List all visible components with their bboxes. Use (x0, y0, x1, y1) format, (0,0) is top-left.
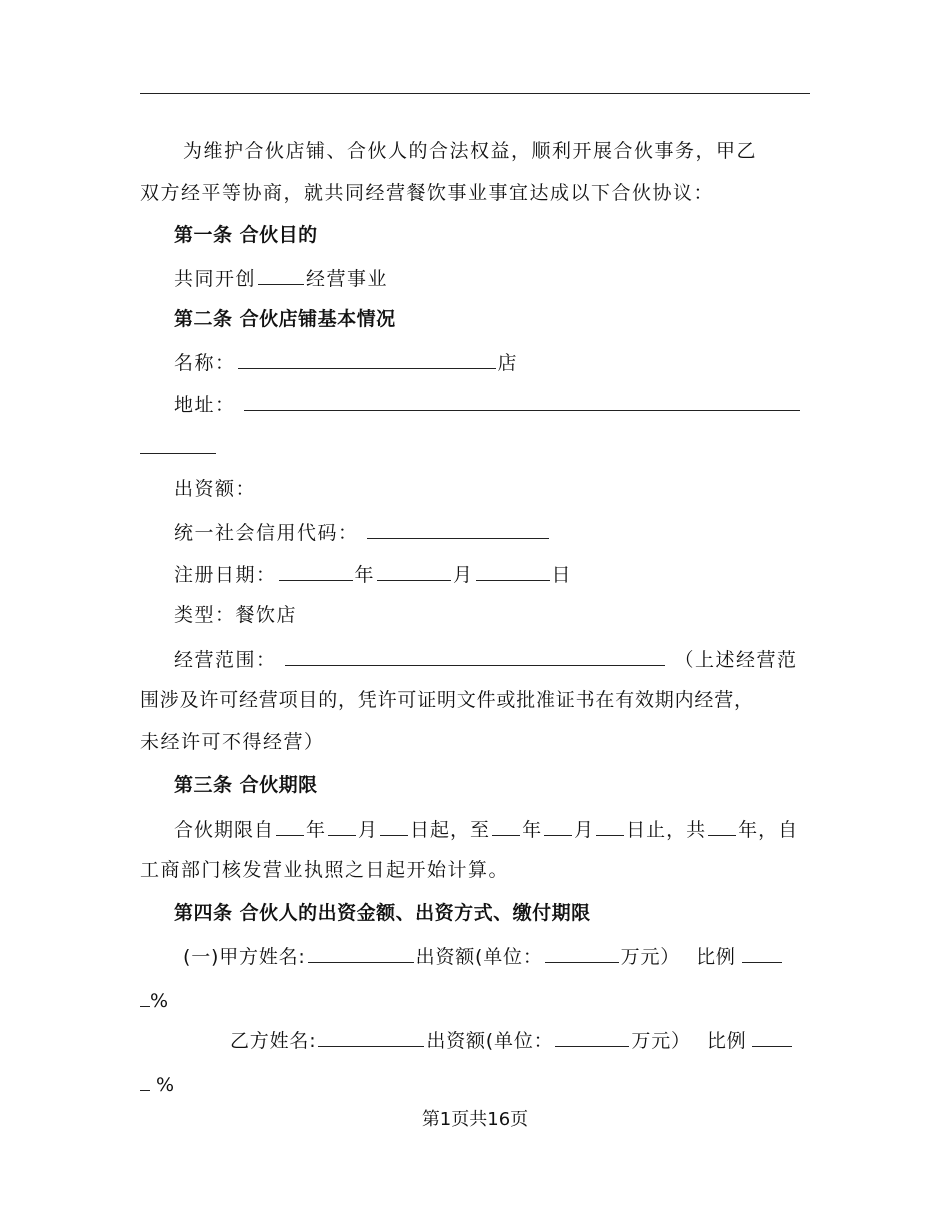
partner-a-name-blank[interactable] (308, 942, 414, 963)
partner-b-label: 乙方姓名: (230, 1030, 317, 1052)
term-line-2: 工商部门核发营业执照之日起开始计算。 (140, 859, 510, 881)
to-day-blank[interactable] (596, 815, 624, 836)
from-month-blank[interactable] (328, 815, 356, 836)
name-blank[interactable] (238, 348, 496, 369)
month-blank[interactable] (377, 560, 451, 581)
to-month-text: 月 (574, 819, 595, 841)
term-day-from: 日起，至 (410, 819, 491, 841)
intro-line-1: 为维护合伙店铺、合伙人的合法权益，顺利开展合伙事务，甲乙 (183, 140, 758, 162)
from-day-blank[interactable] (380, 815, 408, 836)
partner-a-row (183, 942, 784, 970)
address-blank-continued[interactable] (140, 453, 216, 454)
partner-b-percent: % (156, 1074, 176, 1096)
partner-b-ratio-blank-cont[interactable] (140, 1070, 150, 1091)
credit-blank[interactable] (367, 518, 549, 539)
year-blank[interactable] (279, 560, 353, 581)
registration-date-field (174, 560, 572, 588)
partner-b-contrib-label: 出资额(单位： (426, 1030, 554, 1052)
partner-b-row (230, 1026, 794, 1054)
scope-note-line-3: 未经许可不得经营） (140, 731, 325, 753)
term-from: 合伙期限自 (174, 819, 275, 841)
top-rule (140, 93, 810, 94)
year-text: 年 (354, 564, 376, 586)
page-footer: 第1页共16页 (421, 1109, 529, 1130)
partner-a-unit: 万元） (620, 946, 681, 968)
address-blank[interactable] (244, 390, 800, 411)
from-year-blank[interactable] (276, 815, 304, 836)
article-1-heading: 第一条 合伙目的 (174, 224, 318, 246)
partner-b-unit: 万元） (631, 1030, 691, 1052)
address-label: 地址： (174, 394, 236, 416)
blank-line[interactable] (258, 264, 304, 285)
partner-b-name-blank[interactable] (318, 1026, 424, 1047)
partner-a-contrib-label: 出资额(单位： (415, 946, 543, 968)
partner-a-ratio-blank-cont[interactable] (140, 986, 150, 1007)
reg-label: 注册日期： (174, 564, 277, 586)
term-day-to: 日止，共 (626, 819, 707, 841)
to-year-text: 年 (522, 819, 543, 841)
intro-line-2: 双方经平等协商，就共同经营餐饮事业事宜达成以下合伙协议： (140, 182, 715, 204)
partner-b-ratio-blank[interactable] (752, 1026, 792, 1047)
credit-code-field (174, 518, 551, 546)
scope-note-line-2: 围涉及许可经营项目的，凭许可证明文件或批准证书在有效期内经营， (140, 689, 754, 711)
to-year-blank[interactable] (492, 815, 520, 836)
term-year-end: 年，自 (738, 819, 799, 841)
scope-note-start: （上述经营范 (674, 649, 798, 671)
article-2-heading: 第二条 合伙店铺基本情况 (174, 308, 396, 330)
art1-pre: 共同开创 (174, 268, 257, 290)
total-years-blank[interactable] (708, 815, 736, 836)
shop-name-field (174, 348, 518, 376)
article-4-heading: 第四条 合伙人的出资金额、出资方式、缴付期限 (174, 902, 591, 924)
partner-a-label: (一)甲方姓名: (183, 946, 306, 968)
from-year-text: 年 (306, 819, 327, 841)
from-month-text: 月 (358, 819, 379, 841)
type-field: 类型：餐饮店 (174, 604, 298, 626)
partner-a-ratio-cont (140, 986, 170, 1014)
name-label: 名称： (174, 352, 236, 374)
to-month-blank[interactable] (544, 815, 572, 836)
scope-blank[interactable] (285, 645, 665, 666)
partner-a-percent: % (150, 990, 170, 1012)
partner-a-ratio-blank[interactable] (742, 942, 782, 963)
day-text: 日 (551, 564, 573, 586)
art1-post: 经营事业 (306, 268, 389, 290)
partner-b-amount-blank[interactable] (555, 1026, 629, 1047)
partner-b-ratio-label: 比例 (706, 1030, 747, 1052)
credit-label: 统一社会信用代码： (174, 522, 359, 544)
term-line-1 (174, 815, 798, 843)
name-suffix: 店 (497, 352, 519, 374)
scope-field (174, 645, 798, 673)
article-1-body (174, 264, 388, 292)
partner-a-ratio-label: 比例 (696, 946, 736, 968)
month-text: 月 (453, 564, 474, 586)
article-3-heading: 第三条 合伙期限 (174, 774, 318, 796)
partner-a-amount-blank[interactable] (545, 942, 619, 963)
day-blank[interactable] (476, 560, 550, 581)
capital-field: 出资额： (174, 478, 257, 500)
address-field (174, 390, 802, 418)
partner-b-ratio-cont (140, 1070, 176, 1098)
scope-label: 经营范围： (174, 649, 277, 671)
